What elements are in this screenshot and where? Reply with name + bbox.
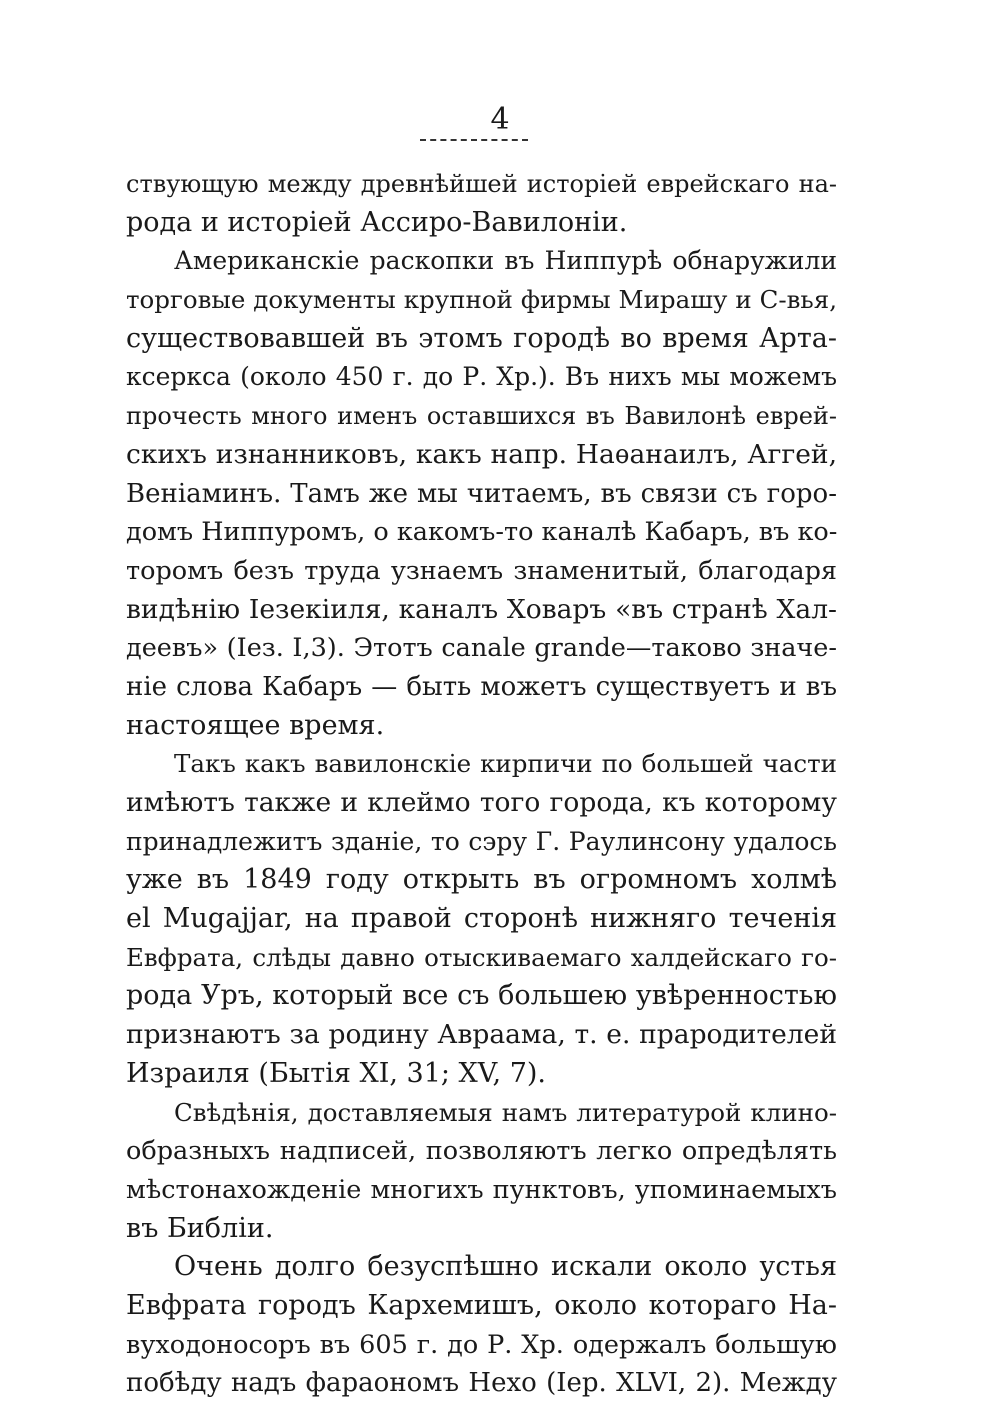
text-line: Американскіе раскопки въ Ниппурѣ обнаружили (174, 246, 837, 276)
text-line: торомъ безъ труда узнаемъ знаменитый, благодаря (126, 555, 837, 586)
text-line: деевъ» (Іез. I,3). Этотъ canale grande—таково значе- (126, 633, 837, 664)
text-line: имѣютъ также и клеймо того города, къ которому (126, 787, 837, 818)
text-line: существовавшей въ этомъ городѣ во время Арта- (126, 322, 837, 354)
text-line: торговые документы крупной фирмы Мирашу и С-вья, (126, 285, 837, 315)
text-line: Такъ какъ вавилонскіе кирпичи по большей части (174, 749, 837, 779)
text-line: въ Библіи. (126, 1212, 274, 1244)
text-line: настоящее время. (126, 709, 385, 741)
text-line: Израиля (Бытія XI, 31; XV, 7). (126, 1057, 547, 1089)
text-line: ствующую между древнѣйшей исторіей еврейскаго на- (126, 170, 837, 198)
text-line: вуходоносоръ въ 605 г. до Р. Хр. одержалъ большую (126, 1329, 837, 1360)
text-line: уже въ 1849 году открыть въ огромномъ холмѣ (126, 864, 837, 896)
header-rule (420, 139, 528, 141)
text-line: прочесть много именъ оставшихся въ Вавилонѣ еврей- (126, 402, 837, 431)
text-line: ніе слова Кабаръ — быть можетъ существуетъ и въ (126, 671, 837, 702)
text-line: Евфрата городъ Кархемишъ, около котораго На- (126, 1289, 837, 1321)
text-line: Свѣдѣнія, доставляемыя намъ литературой клино- (174, 1097, 837, 1127)
body-text (126, 165, 837, 1403)
text-line: мѣстонахожденіе многихъ пунктовъ, упоминаемыхъ (126, 1174, 837, 1205)
text-line: побѣду надъ фараономъ Нехо (Іер. XLVI, 2). Между (126, 1368, 837, 1399)
text-line: el Mugajjar, на правой сторонѣ нижняго теченія (126, 903, 837, 935)
text-line: Евфрата, слѣды давно отыскиваемаго халдейскаго го- (126, 942, 837, 972)
text-line: принадлежитъ зданіе, то сэру Г. Раулинсону удалось (126, 826, 837, 856)
text-line: видѣнію Іезекіиля, каналъ Ховаръ «въ странѣ Хал- (126, 593, 837, 625)
text-line: образныхъ надписей, позволяютъ легко опредѣлять (126, 1136, 837, 1167)
text-line: скихъ изнанниковъ, какъ напр. Наѳанаилъ, Аггей, (126, 438, 837, 470)
text-line: ксеркса (около 450 г. до Р. Хр.). Въ нихъ мы можемъ (126, 362, 837, 392)
text-line: рода Уръ, который все съ большею увѣренностью (126, 980, 837, 1012)
text-line: Веніаминъ. Тамъ же мы читаемъ, въ связи съ горо- (126, 478, 837, 509)
page-number: 4 (490, 102, 510, 137)
text-line: домъ Ниппуромъ, о какомъ-то каналѣ Кабаръ, въ ко- (126, 517, 837, 548)
text-line: рода и исторіей Ассиро-Вавилоніи. (126, 206, 628, 238)
text-line: признаютъ за родину Авраама, т. е. прародителей (126, 1019, 837, 1051)
text-line: Очень долго безуспѣшно искали около устья (174, 1251, 837, 1283)
